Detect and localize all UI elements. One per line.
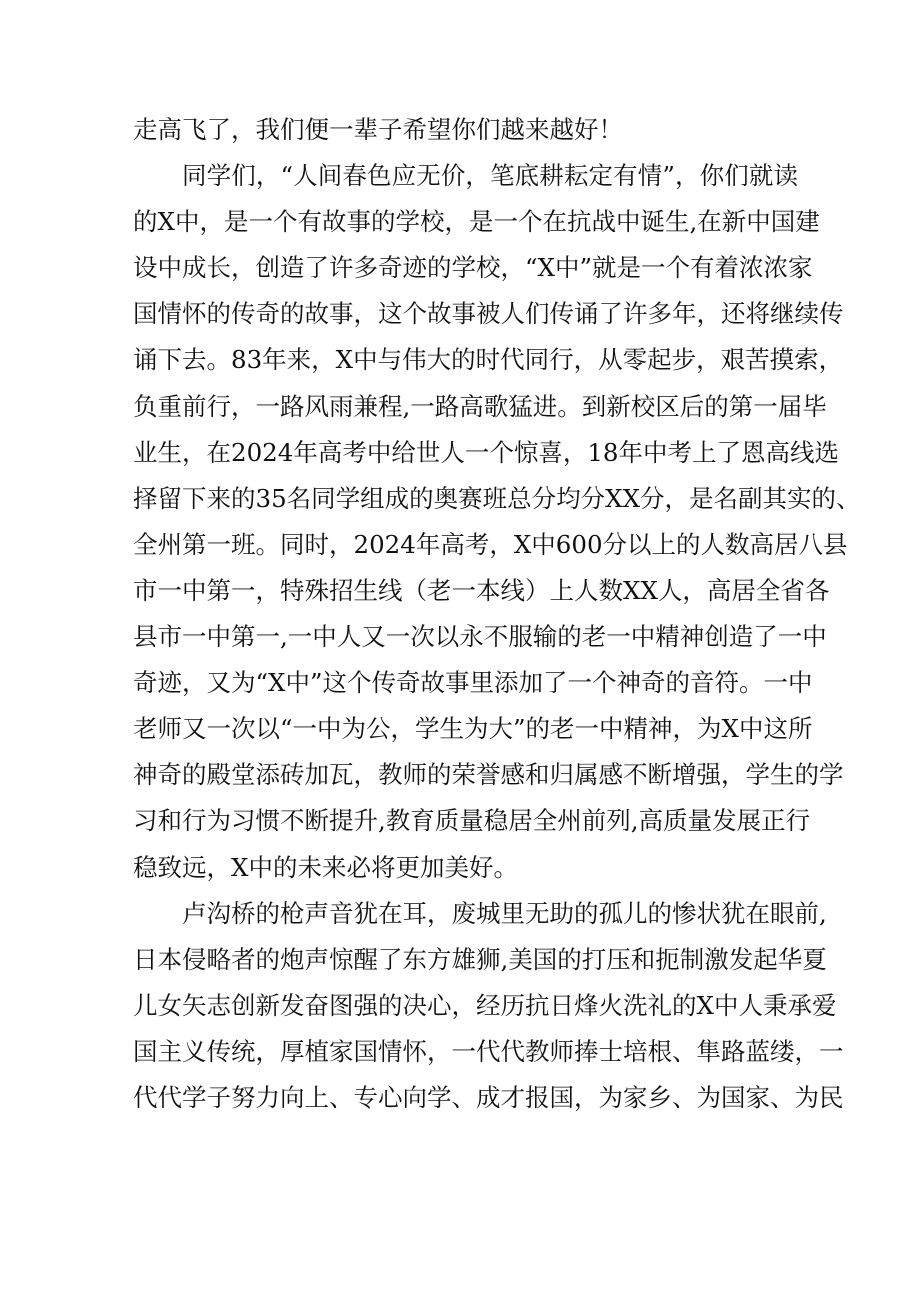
text-line: 卢沟桥的枪声音犹在耳，废城里无助的孤儿的惨状犹在眼前,	[182, 898, 827, 928]
text-line: 老师又一次以“一中为公，学生为大”的老一中精神，为X中这所	[133, 714, 813, 744]
text-line: 神奇的殿堂添砖加瓦，教师的荣誉感和归属感不断增强，学生的学	[133, 760, 844, 790]
paragraph-1	[133, 107, 798, 153]
text-line: 同学们，“人间春色应无价，笔底耕耘定有情”，你们就读	[182, 161, 798, 191]
text-line: 设中成长，创造了许多奇迹的学校，“X中”就是一个有着浓浓家	[133, 253, 813, 283]
text-line: 国情怀的传奇的故事，这个故事被人们传诵了许多年，还将继续传	[133, 299, 844, 329]
text-line: 走高飞了，我们便一辈子希望你们越来越好！	[133, 115, 623, 144]
document-body	[133, 107, 861, 1121]
text-line: 市一中第一，特殊招生线（老一本线）上人数XX人，高居全省各	[133, 575, 830, 605]
text-line: 的X中，是一个有故事的学校，是一个在抗战中诞生,在新中国建	[133, 207, 820, 237]
text-line: 稳致远，X中的未来必将更加美好。	[133, 852, 518, 882]
text-line: 负重前行，一路风雨兼程,一路高歌猛进。到新校区后的第一届毕	[133, 391, 827, 421]
text-line: 奇迹，又为“X中”这个传奇故事里添加了一个神奇的音符。一中	[133, 668, 813, 698]
paragraph-2	[133, 153, 861, 891]
text-line: 日本侵略者的炮声惊醒了东方雄狮,美国的打压和扼制激发起华夏	[133, 944, 827, 974]
text-line: 诵下去。83年来，X中与伟大的时代同行，从零起步，艰苦摸索，	[133, 345, 844, 375]
text-line: 县市一中第一,一中人又一次以永不服输的老一中精神创造了一中	[133, 622, 827, 652]
text-line: 儿女矢志创新发奋图强的决心，经历抗日烽火洗礼的X中人秉承爱	[133, 990, 837, 1020]
text-line: 择留下来的35名同学组成的奥赛班总分均分XX分，是名副其实的、	[133, 483, 861, 513]
text-line: 代代学子努力向上、专心向学、成才报国，为家乡、为国家、为民	[133, 1082, 844, 1112]
paragraph-3	[133, 891, 844, 1121]
text-line: 习和行为习惯不断提升,教育质量稳居全州前列,高质量发展正行	[133, 806, 811, 836]
text-line: 国主义传统，厚植家国情怀，一代代教师捧士培根、隼路蓝缕，一	[133, 1036, 844, 1066]
text-line: 业生，在2024年高考中给世人一个惊喜，18年中考上了恩高线选	[133, 437, 840, 467]
text-line: 全州第一班。同时，2024年高考，X中600分以上的人数高居八县	[133, 529, 848, 559]
